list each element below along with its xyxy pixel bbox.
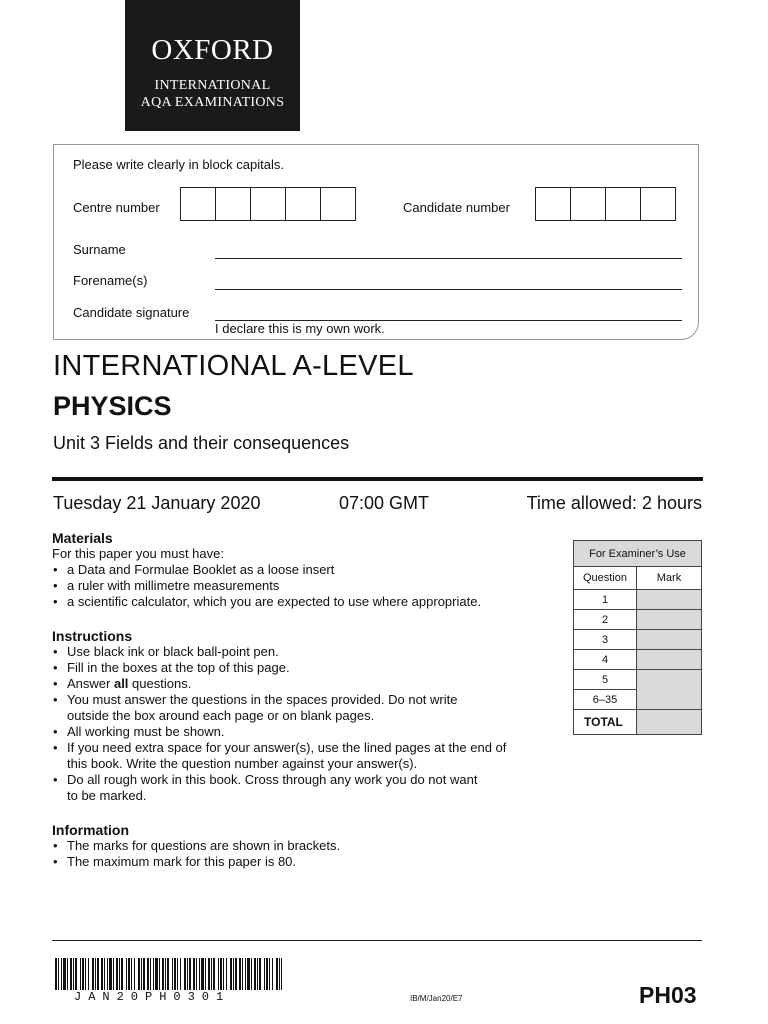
list-item: • a Data and Formulae Booklet as a loose insert	[52, 562, 552, 578]
question-number: 5	[574, 670, 637, 690]
barcode-bar	[101, 958, 103, 990]
barcode-bar	[205, 958, 206, 990]
barcode-bar	[245, 958, 246, 990]
barcode-bar	[226, 958, 227, 990]
table-row	[574, 630, 702, 650]
barcode-bar	[138, 958, 140, 990]
table-row	[574, 650, 702, 670]
centre-number-digit-box[interactable]	[320, 187, 356, 221]
barcode-bar	[131, 958, 132, 990]
materials-list	[52, 562, 552, 610]
footer-divider	[52, 940, 702, 941]
barcode-bar	[155, 958, 158, 990]
question-number: 6–35	[574, 690, 637, 710]
barcode-bar	[193, 958, 195, 990]
barcode-bar	[107, 958, 108, 990]
barcode-bar	[104, 958, 105, 990]
barcode-bar	[235, 958, 237, 990]
barcode-bar	[88, 958, 89, 990]
list-item-line: outside the box around each page or on blank pages.	[67, 708, 375, 723]
barcode-bar	[279, 958, 280, 990]
barcode-bar	[196, 958, 197, 990]
centre-number-digit-box[interactable]	[180, 187, 216, 221]
barcode-bar	[242, 958, 243, 990]
barcode-bar	[233, 958, 234, 990]
mark-cell	[637, 630, 702, 650]
candidate-number-field[interactable]	[535, 187, 676, 221]
forename-label: Forename(s)	[73, 273, 148, 288]
surname-field[interactable]	[215, 258, 682, 259]
surname-label: Surname	[73, 242, 126, 257]
barcode-bar	[167, 958, 169, 990]
exam-date: Tuesday 21 January 2020	[53, 493, 261, 513]
barcode-bar	[257, 958, 258, 990]
time-allowed: Time allowed: 2 hours	[526, 493, 702, 513]
barcode-bar	[121, 958, 123, 990]
barcode-bar	[259, 958, 261, 990]
barcode-bar	[201, 958, 204, 990]
barcode-bar	[165, 958, 166, 990]
question-number: 1	[574, 590, 637, 610]
list-item: • The marks for questions are shown in brackets.	[52, 838, 552, 854]
barcode-bar	[223, 958, 224, 990]
barcode-bar	[113, 958, 114, 990]
list-item: • Fill in the boxes at the top of this page.	[52, 660, 562, 676]
block-capitals-instruction: Please write clearly in block capitals.	[73, 157, 284, 172]
logo-line-aqa: AQA EXAMINATIONS	[140, 95, 285, 110]
title-divider	[52, 477, 703, 481]
centre-number-digit-box[interactable]	[285, 187, 321, 221]
barcode-bar	[80, 958, 81, 990]
barcode-bar	[266, 958, 268, 990]
total-mark-cell	[637, 710, 702, 735]
barcode-bar	[218, 958, 219, 990]
list-item-line: this book. Write the question number against your answer(s).	[67, 756, 418, 771]
examiner-table-title: For Examiner’s Use	[574, 541, 702, 567]
list-item-line: • You must answer the questions in the spaces provided. Do not write	[67, 692, 458, 707]
barcode-bar	[58, 958, 59, 990]
barcode-bar	[92, 958, 94, 990]
barcode-bar	[272, 958, 273, 990]
information-heading: Information	[52, 822, 129, 838]
subject-title: PHYSICS	[53, 391, 172, 421]
barcode-bar	[97, 958, 99, 990]
instructions-heading: Instructions	[52, 628, 133, 644]
barcode-bar	[128, 958, 130, 990]
barcode-bar	[264, 958, 265, 990]
barcode-bar	[184, 958, 186, 990]
barcode-bar	[269, 958, 270, 990]
barcode-bar	[251, 958, 252, 990]
mark-cell	[637, 590, 702, 610]
candidate-number-digit-box[interactable]	[640, 187, 676, 221]
list-item-text: questions.	[128, 676, 192, 691]
exam-time: 07:00 GMT	[339, 493, 430, 513]
oxford-aqa-logo	[125, 0, 300, 131]
barcode-bar	[276, 958, 278, 990]
barcode-bar	[61, 958, 62, 990]
barcode-bar	[220, 958, 222, 990]
barcode-bar	[211, 958, 212, 990]
instructions-list	[52, 644, 562, 804]
mark-cell	[637, 610, 702, 630]
candidate-details-box	[53, 144, 699, 340]
question-number: 2	[574, 610, 637, 630]
table-row	[574, 610, 702, 630]
barcode-bar	[230, 958, 232, 990]
barcode-bar	[143, 958, 145, 990]
barcode-bar	[239, 958, 241, 990]
question-number: 4	[574, 650, 637, 670]
emphasis-all: all	[113, 676, 129, 691]
barcode-bar	[254, 958, 256, 990]
list-item-line: to be marked.	[67, 788, 147, 803]
candidate-number-digit-box[interactable]	[570, 187, 606, 221]
centre-number-field[interactable]	[180, 187, 356, 221]
materials-section	[52, 530, 552, 610]
qualification-title: INTERNATIONAL A-LEVEL	[53, 350, 414, 382]
list-item	[52, 676, 562, 692]
barcode-bar	[172, 958, 173, 990]
list-item	[52, 740, 562, 772]
list-item-line: • If you need extra space for your answer(s), use the lined pages at the end of	[67, 740, 507, 755]
barcode-bar	[162, 958, 164, 990]
barcode-bar	[75, 958, 77, 990]
question-column-header: Question	[574, 567, 637, 590]
list-item: • a scientific calculator, which you are expected to use where appropriate.	[52, 594, 552, 610]
barcode-bar	[150, 958, 151, 990]
barcode-bar	[116, 958, 118, 990]
list-item: • a ruler with millimetre measurements	[52, 578, 552, 594]
barcode-bar	[159, 958, 160, 990]
unit-title: Unit 3 Fields and their consequences	[53, 433, 350, 453]
barcode-bar	[126, 958, 127, 990]
barcode-bar	[199, 958, 200, 990]
barcode-bar	[189, 958, 191, 990]
materials-heading: Materials	[52, 530, 113, 546]
mark-column-header: Mark	[637, 567, 702, 590]
candidate-number-label: Candidate number	[403, 200, 510, 215]
list-item-line: • Do all rough work in this book. Cross through any work you do not want	[67, 772, 478, 787]
mark-cell	[637, 670, 702, 710]
mark-cell	[637, 650, 702, 670]
table-row	[574, 710, 702, 735]
barcode-bar	[177, 958, 178, 990]
logo-line-international: INTERNATIONAL	[154, 78, 271, 93]
barcode-bar	[141, 958, 142, 990]
barcode-bar	[134, 958, 135, 990]
barcode-bar	[119, 958, 120, 990]
paper-code: PH03	[639, 982, 697, 1008]
centre-number-digit-box[interactable]	[250, 187, 286, 221]
barcode-bar	[281, 958, 282, 990]
logo-line-oxford: OXFORD	[151, 34, 274, 66]
barcode-bar	[95, 958, 96, 990]
forename-field[interactable]	[215, 289, 682, 290]
barcode-bar	[153, 958, 154, 990]
list-item: • All working must be shown.	[52, 724, 562, 740]
barcode-bar	[147, 958, 149, 990]
barcode-bar	[247, 958, 250, 990]
barcode-bar	[208, 958, 210, 990]
barcode	[55, 958, 282, 990]
candidate-number-digit-box[interactable]	[535, 187, 571, 221]
barcode-bar	[63, 958, 66, 990]
barcode-text: JAN20PH0301	[74, 990, 231, 1004]
examiner-use-table	[573, 540, 702, 735]
centre-number-label: Centre number	[73, 200, 160, 215]
list-item	[52, 772, 562, 804]
list-item: • The maximum mark for this paper is 80.	[52, 854, 552, 870]
barcode-bar	[55, 958, 57, 990]
barcode-bar	[187, 958, 188, 990]
barcode-bar	[180, 958, 181, 990]
table-row	[574, 670, 702, 690]
barcode-bar	[67, 958, 68, 990]
list-item	[52, 692, 562, 724]
candidate-number-digit-box[interactable]	[605, 187, 641, 221]
barcode-bar	[109, 958, 112, 990]
barcode-bar	[213, 958, 215, 990]
information-list	[52, 838, 552, 870]
table-row	[574, 590, 702, 610]
paper-reference: IB/M/Jan20/E7	[410, 994, 463, 1003]
own-work-declaration: I declare this is my own work.	[215, 321, 385, 336]
question-number: 3	[574, 630, 637, 650]
barcode-bar	[82, 958, 84, 990]
materials-intro: For this paper you must have:	[52, 546, 224, 561]
barcode-bar	[70, 958, 72, 990]
list-item: • Use black ink or black ball-point pen.	[52, 644, 562, 660]
total-label: TOTAL	[574, 710, 637, 735]
centre-number-digit-box[interactable]	[215, 187, 251, 221]
list-item-text: Answer	[67, 676, 114, 691]
signature-label: Candidate signature	[73, 305, 190, 320]
barcode-bar	[174, 958, 176, 990]
information-section	[52, 822, 552, 870]
instructions-section	[52, 628, 562, 804]
barcode-bar	[73, 958, 74, 990]
barcode-bar	[85, 958, 86, 990]
